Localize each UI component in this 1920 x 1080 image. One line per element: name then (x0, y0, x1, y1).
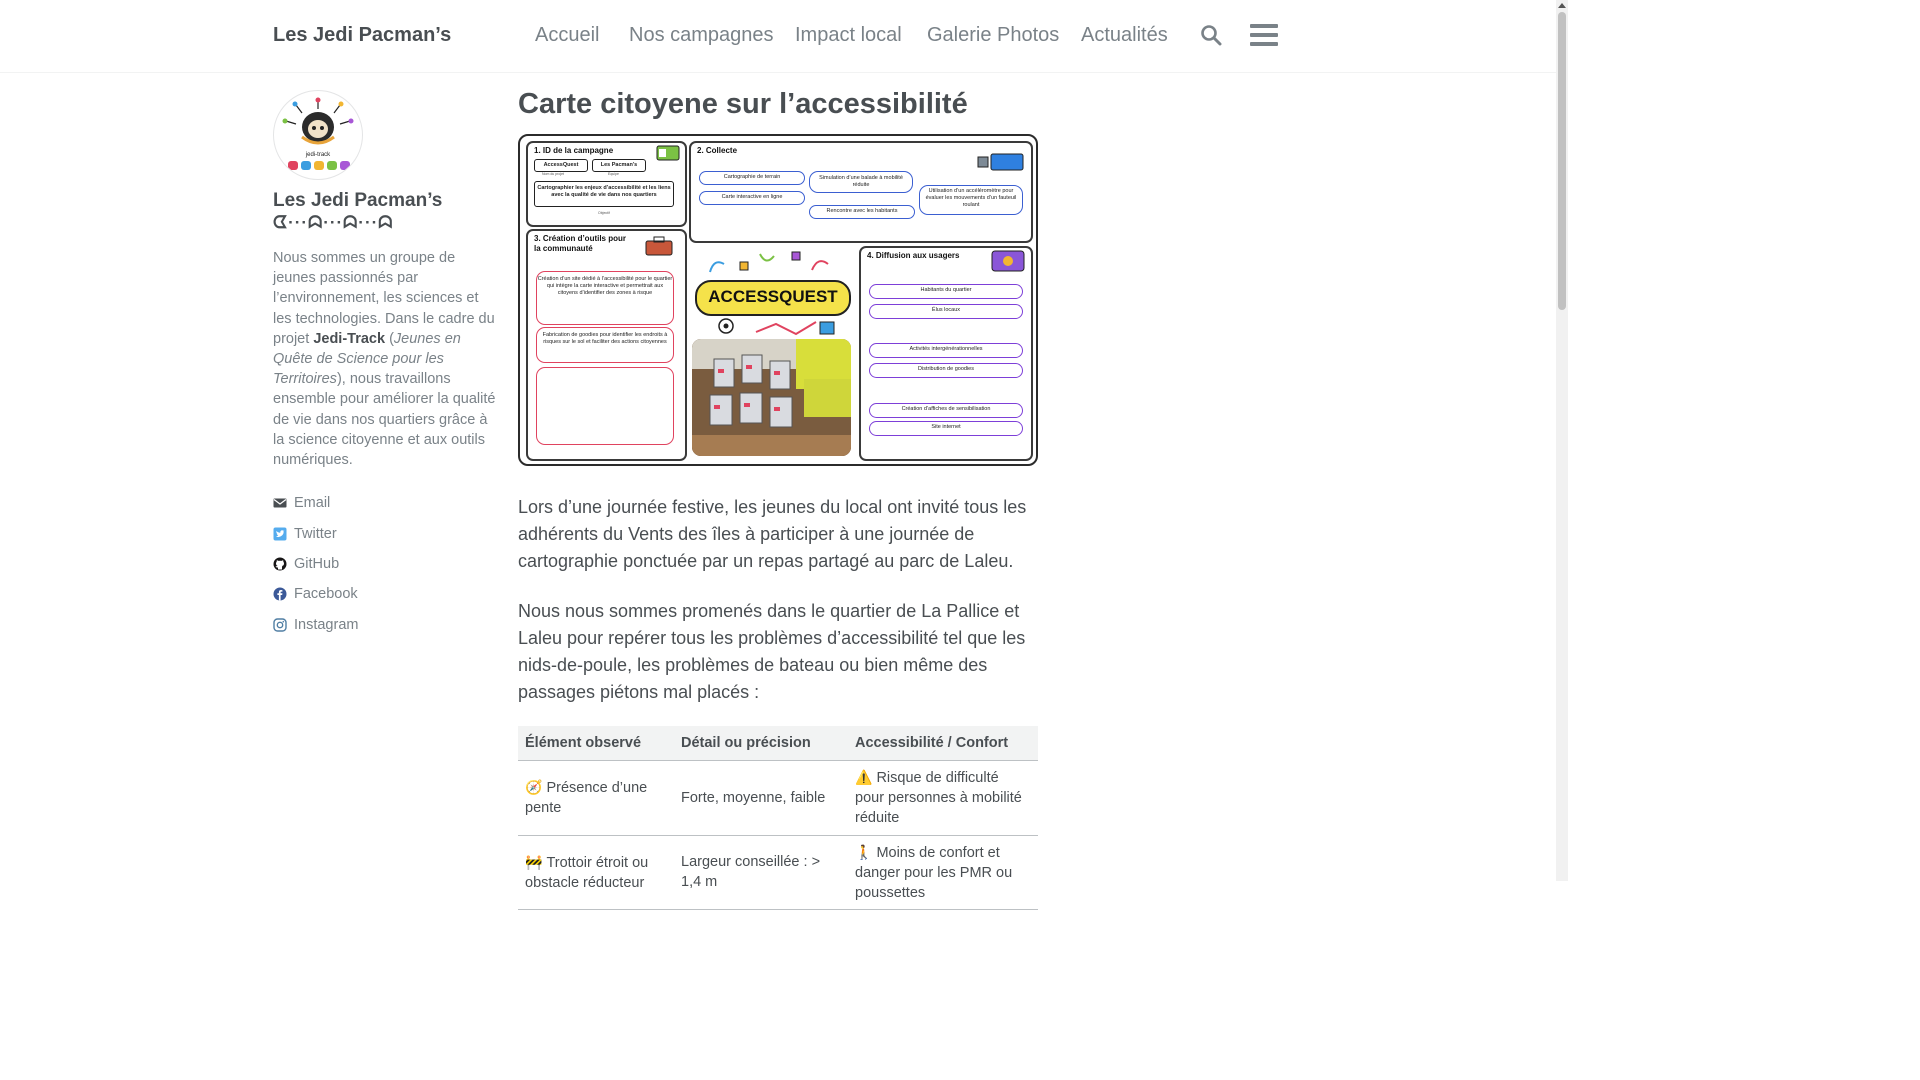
jedi-track-logo-icon (274, 91, 362, 179)
campaign-photo (692, 339, 851, 456)
infographic-pill: Habitants du quartier (869, 284, 1023, 299)
infographic-small-label: Equipe (608, 172, 619, 176)
twitter-icon (273, 527, 287, 541)
table-cell: 🚶 Moins de confort et danger pour les PMR ou poussettes (848, 835, 1038, 910)
author-links (273, 488, 501, 639)
photo-table-with-devices (692, 339, 851, 456)
infographic-pill: Site internet (869, 421, 1023, 436)
facebook-icon (273, 587, 287, 601)
infographic-pill: Utilisation d’un accéléromètre pour évaluer les mouvements d’un fauteuil roulant (919, 185, 1023, 215)
observation-table (518, 726, 1038, 910)
warning-icon: ⚠️ (855, 769, 873, 785)
hamburger-menu-icon[interactable] (1250, 24, 1278, 48)
table-header-row (518, 726, 1038, 761)
infographic-pill: Activités intergénérationnelles (869, 343, 1023, 358)
page-scrollbar[interactable] (1556, 0, 1568, 881)
community-icon (991, 250, 1025, 272)
campaign-infographic (518, 134, 1038, 466)
infographic-tag: AccessQuest (534, 159, 588, 172)
infographic-pill: Création d’affiches de sensibilisation (869, 403, 1023, 418)
scroll-up-arrow-icon[interactable] (1558, 3, 1566, 8)
author-bio: Nous sommes un groupe de jeunes passionnés par l’environnement, les sciences et les technologies. Dans le cadre du projet Jedi-Track (Jeunes en Quête de Science pour les Territoires), nous travaillons ensemble pour améliorer la qualité de vie dans nos quartiers grâce à la science citoyenne et aux outils numériques. (273, 250, 496, 469)
infographic-panel-id (526, 141, 687, 227)
author-sidebar (273, 90, 501, 640)
infographic-tag: Les Pacman’s (592, 159, 646, 172)
infographic-pill: Distribution de goodies (869, 363, 1023, 378)
id-card-icon (656, 145, 680, 161)
infographic-objective: Cartographier les enjeux d’accessibilité et les liens avec la qualité de vie dans nos quartiers (534, 181, 674, 207)
table-header: Accessibilité / Confort (848, 726, 1038, 761)
article-paragraph: Lors d’une journée festive, les jeunes du local ont invité tous les adhérents du Vents des îles à participer à une journée de cartographie ponctuée par un repas partagé au parc de Laleu. (518, 497, 1027, 571)
nav-impact-local[interactable]: Impact local (795, 24, 902, 46)
infographic-panel-title: 4. Diffusion aux usagers (867, 251, 960, 260)
article-paragraph: Nous nous sommes promenés dans le quartier de La Pallice et Laleu pour repérer tous les problèmes d’accessibilité tel que les nids-de-poule, les problèmes de bateau ou bien même des passages piétons mal placés : (518, 601, 1026, 702)
project-name: Jedi-Track (313, 330, 386, 347)
project-expansion: Jeunes en Quête de Science pour les Territoires (273, 330, 461, 388)
page-title: Carte citoyene sur l’accessibilité (518, 88, 968, 120)
author-avatar (273, 90, 363, 180)
table-row (518, 761, 1038, 836)
infographic-pill: Cartographie de terrain (699, 171, 805, 185)
github-link[interactable]: GitHub (273, 549, 501, 579)
sensor-device-icon (975, 151, 1025, 173)
nav-nos-campagnes[interactable]: Nos campagnes (629, 24, 774, 46)
infographic-panel-title: 2. Collecte (697, 146, 738, 155)
article-main (518, 86, 1038, 902)
compass-icon: 🧭 (525, 779, 543, 796)
nav-accueil[interactable]: Accueil (535, 24, 600, 46)
table-cell: 🚧 Trottoir étroit ou obstacle réducteur (518, 835, 674, 910)
infographic-small-label: Nom du projet (542, 172, 564, 176)
infographic-panel-title: 1. ID de la campagne (534, 146, 614, 155)
instagram-icon (273, 618, 287, 632)
infographic-pill: Rencontre avec les habitants (809, 205, 915, 219)
infographic-small-label: Objectif (598, 211, 610, 215)
svg-text:jedi-track: jedi-track (305, 152, 331, 158)
table-cell: Largeur conseillée : > 1,4 m (674, 835, 848, 910)
scroll-thumb[interactable] (1558, 12, 1566, 310)
infographic-box: Création d’un site dédié à l’accessibilité pour le quartier qui intègre la carte interactive et permettrait aux citoyens d’identifier des zones à risque (536, 271, 674, 325)
infographic-box-empty (536, 367, 674, 445)
pedestrian-icon: 🚶 (855, 843, 873, 860)
infographic-panel-outils (526, 229, 687, 461)
table-header: Élément observé (518, 726, 674, 761)
main-nav (0, 24, 1556, 50)
infographic-panel-title: 3. Création d’outils pour la communauté (534, 234, 627, 253)
facebook-link[interactable]: Facebook (273, 579, 501, 609)
accessquest-logo: ACCESSQUEST (695, 280, 851, 316)
table-header: Détail ou précision (674, 726, 848, 761)
construction-barrier-icon: 🚧 (525, 853, 543, 870)
infographic-box: Fabrication de goodies pour identifier les endroits à risques sur le sol et faciliter des actions citoyennes (536, 327, 674, 363)
twitter-link[interactable]: Twitter (273, 519, 501, 549)
infographic-pill: Élus locaux (869, 304, 1023, 319)
infographic-panel-diffusion (859, 246, 1033, 461)
infographic-pill: Simulation d’une balade à mobilité réduite (809, 171, 913, 193)
email-link[interactable]: Email (273, 488, 501, 518)
table-row (518, 835, 1038, 910)
nav-actualites[interactable]: Actualités (1081, 24, 1168, 46)
infographic-pill: Carte interactive en ligne (699, 191, 805, 205)
masthead (0, 0, 1556, 73)
table-cell: 🧭 Présence d’une pente (518, 761, 674, 836)
site-title[interactable]: Les Jedi Pacman’s (273, 24, 452, 46)
envelope-icon (273, 496, 287, 510)
author-name: Les Jedi Pacman’s (273, 190, 443, 211)
instagram-link[interactable]: Instagram (273, 609, 501, 639)
target-decoration-icon (716, 314, 846, 338)
infographic-panel-collecte (689, 141, 1033, 243)
author-pacman-ghosts: ᗧ···ᗣ···ᗣ···ᗣ (273, 213, 394, 232)
table-cell: Forte, moyenne, faible (674, 761, 848, 836)
table-cell: ⚠️ Risque de difficulté pour personnes à mobilité réduite (848, 761, 1038, 836)
search-icon[interactable] (1200, 24, 1224, 48)
github-icon (273, 557, 287, 571)
toolbox-icon (644, 235, 674, 257)
confetti-decoration-icon (700, 248, 840, 278)
nav-galerie-photos[interactable]: Galerie Photos (927, 24, 1060, 46)
